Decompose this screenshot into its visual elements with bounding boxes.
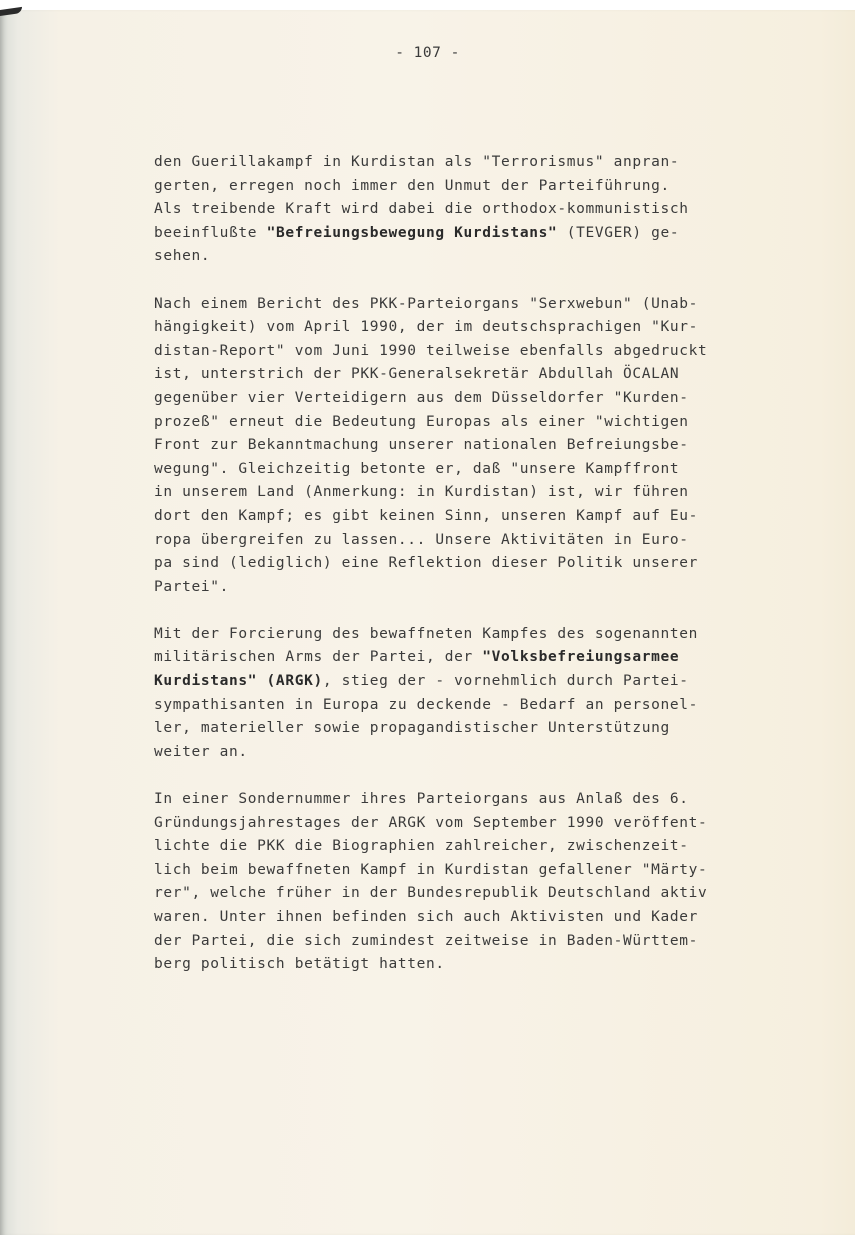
text-line	[154, 222, 794, 246]
text-segment: Partei".	[154, 578, 230, 595]
paragraph	[154, 151, 794, 269]
text-line	[154, 434, 794, 458]
emphasized-term: "Volksbefreiungsarmee	[482, 649, 680, 666]
text-segment: hängigkeit) vom April 1990, der im deutschsprachigen "Kur-	[154, 319, 699, 336]
text-line	[154, 576, 794, 600]
text-segment: wegung". Gleichzeitig betonte er, daß "unsere Kampffront	[154, 460, 680, 477]
text-segment: Nach einem Bericht des PKK-Parteiorgans "Serxwebun" (Unab-	[154, 295, 699, 312]
text-line	[154, 694, 794, 718]
text-segment: dort den Kampf; es gibt keinen Sinn, unseren Kampf auf Eu-	[154, 507, 699, 524]
text-line	[154, 788, 794, 812]
text-line	[154, 411, 794, 435]
text-line	[154, 717, 794, 741]
text-segment: der Partei, die sich zumindest zeitweise in Baden-Württem-	[154, 932, 699, 949]
text-segment: Als treibende Kraft wird dabei die orthodox-kommunistisch	[154, 201, 689, 218]
text-segment: ler, materieller sowie propagandistischer Unterstützung	[154, 720, 670, 737]
text-line	[154, 859, 794, 883]
text-segment: waren. Unter ihnen befinden sich auch Aktivisten und Kader	[154, 909, 699, 925]
text-line	[154, 245, 794, 269]
text-line	[154, 175, 794, 199]
emphasized-term: "Befreiungsbewegung Kurdistans"	[266, 224, 558, 241]
emphasized-term: Kurdistans" (ARGK)	[154, 673, 323, 690]
text-segment: ist, unterstrich der PKK-Generalsekretär Abdullah ÖCALAN	[154, 366, 680, 383]
text-line	[154, 505, 794, 529]
text-line	[154, 316, 794, 340]
scanned-page	[0, 10, 855, 1235]
text-segment: lich beim bewaffneten Kampf in Kurdistan gefallener "Märty-	[154, 861, 708, 878]
text-line	[154, 552, 794, 576]
text-segment: distan-Report" vom Juni 1990 teilweise ebenfalls abgedruckt	[154, 342, 708, 359]
text-line	[154, 481, 794, 505]
text-segment: , stieg der - vornehmlich durch Partei-	[322, 673, 689, 690]
text-segment: sehen.	[154, 248, 211, 265]
text-segment: pa sind (lediglich) eine Reflektion dieser Politik unserer	[154, 555, 699, 572]
text-segment: berg politisch betätigt hatten.	[154, 956, 445, 973]
text-line	[154, 646, 794, 670]
text-segment: In einer Sondernummer ihres Parteiorgans aus Anlaß des 6.	[154, 791, 689, 808]
text-segment: Front zur Bekanntmachung unserer nationalen Befreiungsbe-	[154, 437, 689, 454]
text-line	[154, 953, 794, 977]
text-line	[154, 623, 794, 647]
text-line	[154, 930, 794, 954]
text-line	[154, 882, 794, 906]
text-line	[154, 151, 794, 175]
text-segment: gerten, erregen noch immer den Unmut der Parteiführung.	[154, 177, 670, 194]
paragraph	[154, 788, 794, 977]
page-number: - 107 -	[395, 45, 460, 61]
text-line	[154, 670, 794, 694]
text-segment: sympathisanten in Europa zu deckende - Bedarf an personel-	[154, 696, 699, 713]
text-segment: in unserem Land (Anmerkung: in Kurdistan) ist, wir führen	[154, 484, 689, 501]
text-line	[154, 529, 794, 553]
text-line	[154, 741, 794, 765]
text-segment: lichte die PKK die Biographien zahlreicher, zwischenzeit-	[154, 838, 689, 855]
document-body	[154, 151, 794, 1000]
paragraph	[154, 623, 794, 765]
text-line	[154, 906, 794, 930]
paragraph	[154, 293, 794, 600]
text-line	[154, 198, 794, 222]
text-segment: prozeß" erneut die Bedeutung Europas als einer "wichtigen	[154, 413, 689, 430]
text-line	[154, 458, 794, 482]
text-line	[154, 835, 794, 859]
text-segment: rer", welche früher in der Bundesrepublik Deutschland aktiv	[154, 885, 708, 902]
text-line	[154, 812, 794, 836]
text-segment: (TEVGER) ge-	[557, 224, 680, 241]
text-line	[154, 293, 794, 317]
text-line	[154, 363, 794, 387]
text-segment: den Guerillakampf in Kurdistan als "Terrorismus" anpran-	[154, 154, 680, 170]
text-segment: Gründungsjahrestages der ARGK vom September 1990 veröffent-	[154, 814, 708, 831]
text-segment: weiter an.	[154, 743, 248, 760]
text-segment: ropa übergreifen zu lassen... Unsere Aktivitäten in Euro-	[154, 531, 689, 548]
text-segment: beeinflußte	[154, 224, 267, 241]
text-line	[154, 387, 794, 411]
text-segment: militärischen Arms der Partei, der	[154, 649, 483, 666]
text-line	[154, 340, 794, 364]
text-segment: gegenüber vier Verteidigern aus dem Düsseldorfer "Kurden-	[154, 389, 689, 406]
text-segment: Mit der Forcierung des bewaffneten Kampfes des sogenannten	[154, 625, 699, 642]
